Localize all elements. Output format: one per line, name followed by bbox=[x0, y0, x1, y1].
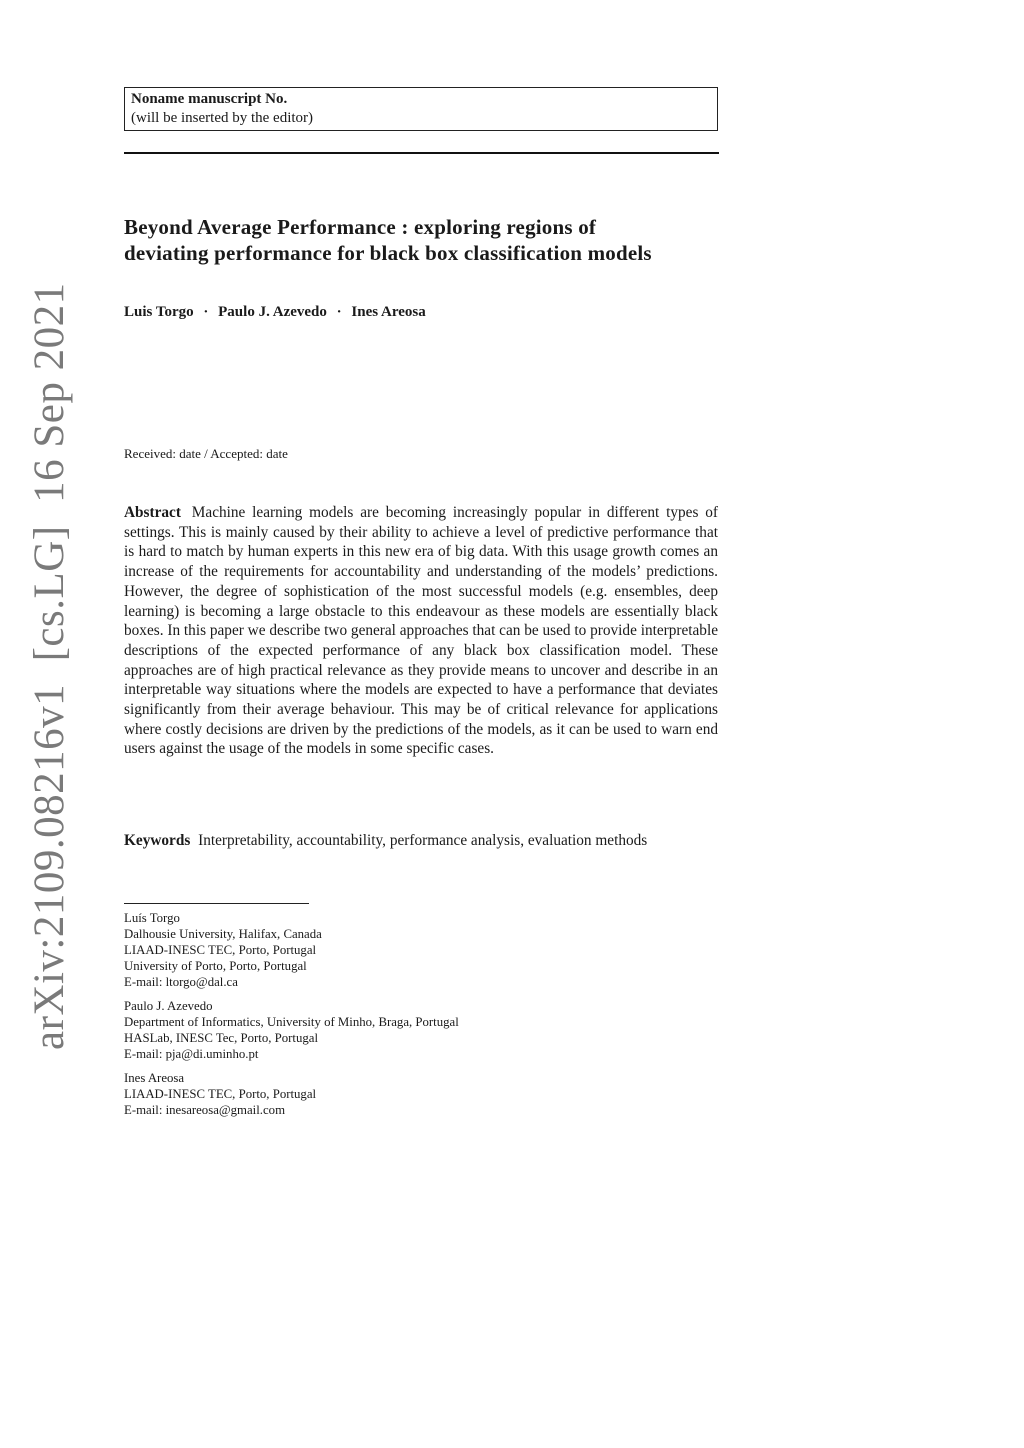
abstract-label: Abstract bbox=[124, 504, 181, 521]
title-line-1: Beyond Average Performance : exploring regions of bbox=[124, 215, 597, 239]
affiliation-line: University of Porto, Porto, Portugal bbox=[124, 959, 307, 973]
author-separator: · bbox=[336, 304, 342, 320]
affiliation-line: LIAAD-INESC TEC, Porto, Portugal bbox=[124, 1087, 317, 1101]
affiliation-author: Paulo J. Azevedo bbox=[124, 999, 213, 1013]
author-list bbox=[124, 302, 426, 322]
keywords-text: Interpretability, accountability, performance analysis, evaluation methods bbox=[198, 832, 648, 849]
editor-note: (will be inserted by the editor) bbox=[131, 110, 314, 126]
arxiv-identifier: arXiv:2109.08216v1 [cs.LG] 16 Sep 2021 bbox=[26, 282, 73, 1050]
affiliation-line: HASLab, INESC Tec, Porto, Portugal bbox=[124, 1031, 319, 1045]
affiliation-author: Ines Areosa bbox=[124, 1071, 185, 1085]
affiliation-line: Department of Informatics, University of Minho, Braga, Portugal bbox=[124, 1015, 459, 1029]
affiliation-block bbox=[124, 1070, 624, 1118]
affiliation-email: E-mail: pja@di.uminho.pt bbox=[124, 1047, 259, 1061]
received-date: Received: date / Accepted: date bbox=[124, 446, 288, 461]
affiliation-block bbox=[124, 998, 624, 1062]
affiliation-line: Dalhousie University, Halifax, Canada bbox=[124, 927, 322, 941]
author-name: Paulo J. Azevedo bbox=[218, 304, 327, 320]
author-name: Luis Torgo bbox=[124, 304, 194, 320]
header-rule bbox=[124, 152, 719, 154]
affiliation-author: Luís Torgo bbox=[124, 911, 180, 925]
abstract-text: Machine learning models are becoming increasingly popular in different types of settings. This is mainly caused by their ability to achieve a level of predictive performance that is hard to match by human experts in this new era of big data. With this usage growth comes an increase of the requirements for accountability and understanding of the models’ predictions. However, the degree of sophistication of the most successful models (e.g. ensembles, deep learning) is becoming a large obstacle to this endeavour as these models are essentially black boxes. In this paper we describe two general approaches that can be used to provide interpretable descriptions of the expected performance of any black box classification model. These approaches are of high practical relevance as they provide means to uncover and describe in an interpretable way situations where the models are expected to have a performance that deviates significantly from their average behaviour. This may be of critical relevance for applications where costly decisions are driven by the predictions of the models, as it can be used to warn end users against the usage of the models in some specific cases. bbox=[124, 504, 718, 758]
abstract bbox=[124, 503, 718, 759]
footnote-rule bbox=[124, 903, 309, 904]
affiliation-email: E-mail: inesareosa@gmail.com bbox=[124, 1103, 286, 1117]
affiliation-line: LIAAD-INESC TEC, Porto, Portugal bbox=[124, 943, 317, 957]
affiliation-email: E-mail: ltorgo@dal.ca bbox=[124, 975, 238, 989]
author-separator: · bbox=[203, 304, 209, 320]
keywords-label: Keywords bbox=[124, 832, 191, 849]
manuscript-label: Noname manuscript No. bbox=[131, 91, 288, 107]
paper-title bbox=[124, 214, 744, 266]
manuscript-number-box bbox=[124, 87, 718, 131]
keywords bbox=[124, 831, 718, 851]
author-name: Ines Areosa bbox=[351, 304, 426, 320]
title-line-2: deviating performance for black box classification models bbox=[124, 241, 652, 265]
affiliation-block bbox=[124, 910, 624, 990]
